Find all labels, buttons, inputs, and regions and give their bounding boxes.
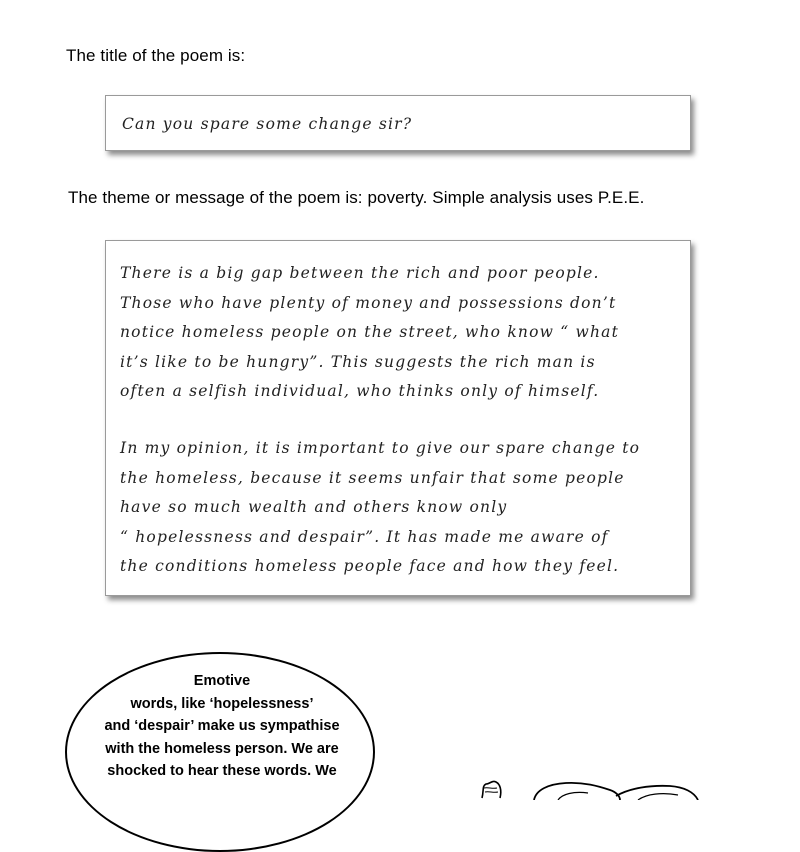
poem-title-box [105,95,691,151]
poem-title-text: Can you spare some change sir? [122,115,413,133]
analysis-paragraph-2 [120,434,682,582]
bubble-line: with the homeless person. We are [105,740,339,757]
analysis-line: notice homeless people on the street, who know “ what [120,323,619,341]
poem-title-label: The title of the poem is: [66,46,246,65]
analysis-line: Those who have plenty of money and possessions don’t [120,293,617,312]
analysis-line: have so much wealth and others know only [120,498,508,516]
speech-bubble [65,652,375,852]
analysis-line: it’s like to be hungry”. This suggests the rich man is [120,352,596,371]
theme-label: The theme or message of the poem is: poverty. Simple analysis uses P.E.E. [68,188,645,207]
analysis-line: There is a big gap between the rich and poor people. [120,264,600,282]
analysis-line: the conditions homeless people face and how they feel. [120,557,620,575]
analysis-line: the homeless, because it seems unfair that some people [120,468,625,487]
speech-bubble-text [67,670,377,783]
bubble-line: and ‘despair’ make us sympathise [104,718,340,734]
bubble-line: words, like ‘hopelessness’ [130,695,314,712]
analysis-line: often a selfish individual, who thinks only of himself. [120,382,600,400]
analysis-box [105,240,691,596]
analysis-paragraph-1 [120,259,682,407]
bubble-line: shocked to hear these words. We [107,763,337,779]
bubble-line: Emotive [193,673,251,689]
analysis-line: “ hopelessness and despair”. It has made me aware of [120,527,609,546]
analysis-line: In my opinion, it is important to give our spare change to [120,439,641,457]
hat-sketch-icon [470,770,710,800]
